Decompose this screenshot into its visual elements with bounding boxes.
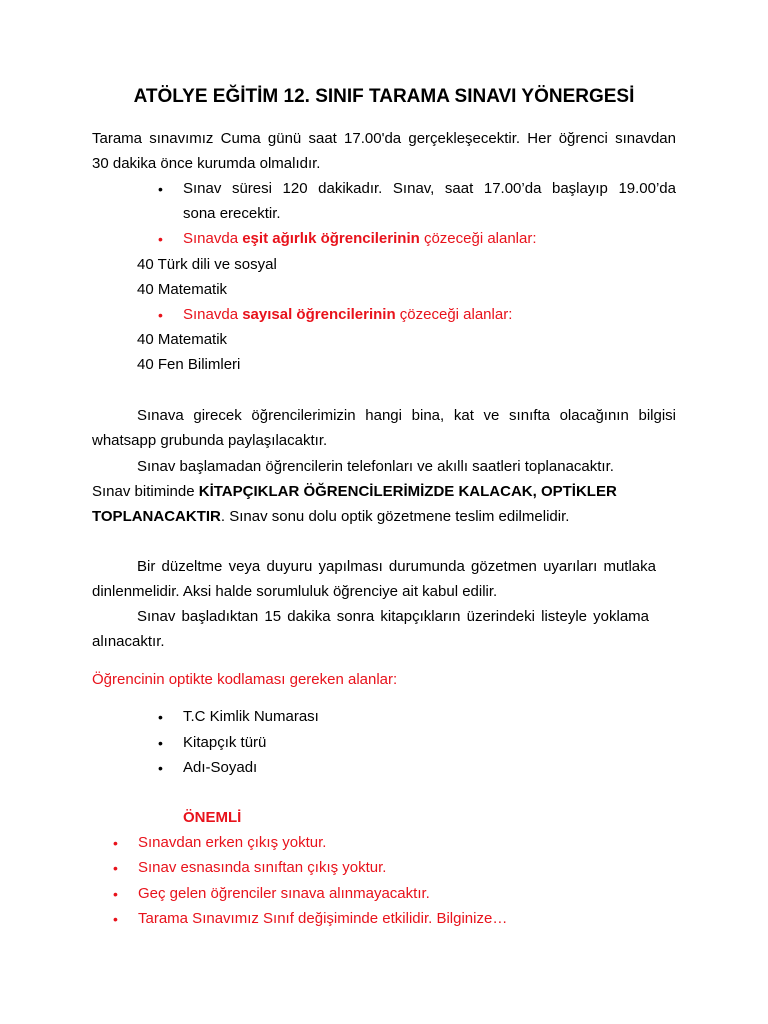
bullet-icon: • xyxy=(158,709,163,725)
important-item: Geç gelen öğrenciler sınava alınmayacaktır. xyxy=(138,885,430,902)
notice-line-1: Bir düzeltme veya duyuru yapılması durumunda gözetmen uyarıları mutlaka xyxy=(137,558,656,575)
bullet-icon: • xyxy=(158,181,163,197)
bullet-icon: • xyxy=(158,231,163,247)
important-item: Sınav esnasında sınıftan çıkış yoktur. xyxy=(138,859,387,876)
optic-item: T.C Kimlik Numarası xyxy=(183,708,319,725)
say-item: 40 Matematik xyxy=(137,331,228,348)
important-item: Sınavdan erken çıkış yoktur. xyxy=(138,834,327,851)
ea-heading-bold: eşit ağırlık öğrencilerinin xyxy=(242,230,420,247)
say-heading-post: çözeceği alanlar: xyxy=(395,306,513,323)
ea-item: 40 Türk dili ve sosyal xyxy=(137,256,277,273)
info-line-3: Sınav başlamadan öğrencilerin telefonları ve akıllı saatleri toplanacaktır. xyxy=(137,458,614,475)
info-line-4-pre: Sınav bitiminde xyxy=(92,483,199,500)
bullet-icon: • xyxy=(113,911,118,927)
say-heading-pre: Sınavda xyxy=(183,306,243,323)
bullet-icon: • xyxy=(158,760,163,776)
ea-heading xyxy=(183,229,537,249)
say-heading xyxy=(183,305,512,325)
info-line-5-post: . Sınav sonu dolu optik gözetmene teslim edilmelidir. xyxy=(220,508,570,525)
duration-line-1: Sınav süresi 120 dakikadır. Sınav, saat 17.00’da başlayıp 19.00’da xyxy=(183,180,676,197)
bullet-icon: • xyxy=(113,860,118,876)
say-heading-bold: sayısal öğrencilerinin xyxy=(242,306,396,323)
notice-line-3: Sınav başladıktan 15 dakika sonra kitapçıkların üzerindeki listeyle yoklama xyxy=(137,608,649,625)
bullet-icon: • xyxy=(113,835,118,851)
ea-heading-post: çözeceği alanlar: xyxy=(419,230,537,247)
ea-heading-pre: Sınavda xyxy=(183,230,243,247)
optic-item: Kitapçık türü xyxy=(183,734,267,751)
duration-line-2: sona erecektir. xyxy=(183,205,281,222)
bullet-icon: • xyxy=(158,307,163,323)
notice-line-4: alınacaktır. xyxy=(92,633,165,650)
info-line-4 xyxy=(92,482,617,502)
important-heading: ÖNEMLİ xyxy=(183,809,242,826)
info-line-5 xyxy=(92,507,569,527)
info-line-5-bold: TOPLANACAKTIR xyxy=(92,508,221,525)
bullet-icon: • xyxy=(113,886,118,902)
optic-item: Adı-Soyadı xyxy=(183,759,258,776)
optic-heading: Öğrencinin optikte kodlaması gereken alanlar: xyxy=(92,671,398,688)
notice-line-2: dinlenmelidir. Aksi halde sorumluluk öğrenciye ait kabul edilir. xyxy=(92,583,498,600)
intro-line-2: 30 dakika önce kurumda olmalıdır. xyxy=(92,155,321,172)
info-line-4-bold: KİTAPÇIKLAR ÖĞRENCİLERİMİZDE KALACAK, OPTİKLER xyxy=(198,483,617,500)
say-item: 40 Fen Bilimleri xyxy=(137,356,241,373)
bullet-icon: • xyxy=(158,735,163,751)
intro-line-1: Tarama sınavımız Cuma günü saat 17.00'da gerçekleşecektir. Her öğrenci sınavdan xyxy=(92,130,676,147)
page-title: ATÖLYE EĞİTİM 12. SINIF TARAMA SINAVI YÖNERGESİ xyxy=(133,86,635,107)
important-item: Tarama Sınavımız Sınıf değişiminde etkilidir. Bilginize… xyxy=(138,910,508,927)
info-line-1: Sınava girecek öğrencilerimizin hangi bina, kat ve sınıfta olacağının bilgisi xyxy=(137,407,676,424)
ea-item: 40 Matematik xyxy=(137,281,228,298)
info-line-2: whatsapp grubunda paylaşılacaktır. xyxy=(92,432,328,449)
